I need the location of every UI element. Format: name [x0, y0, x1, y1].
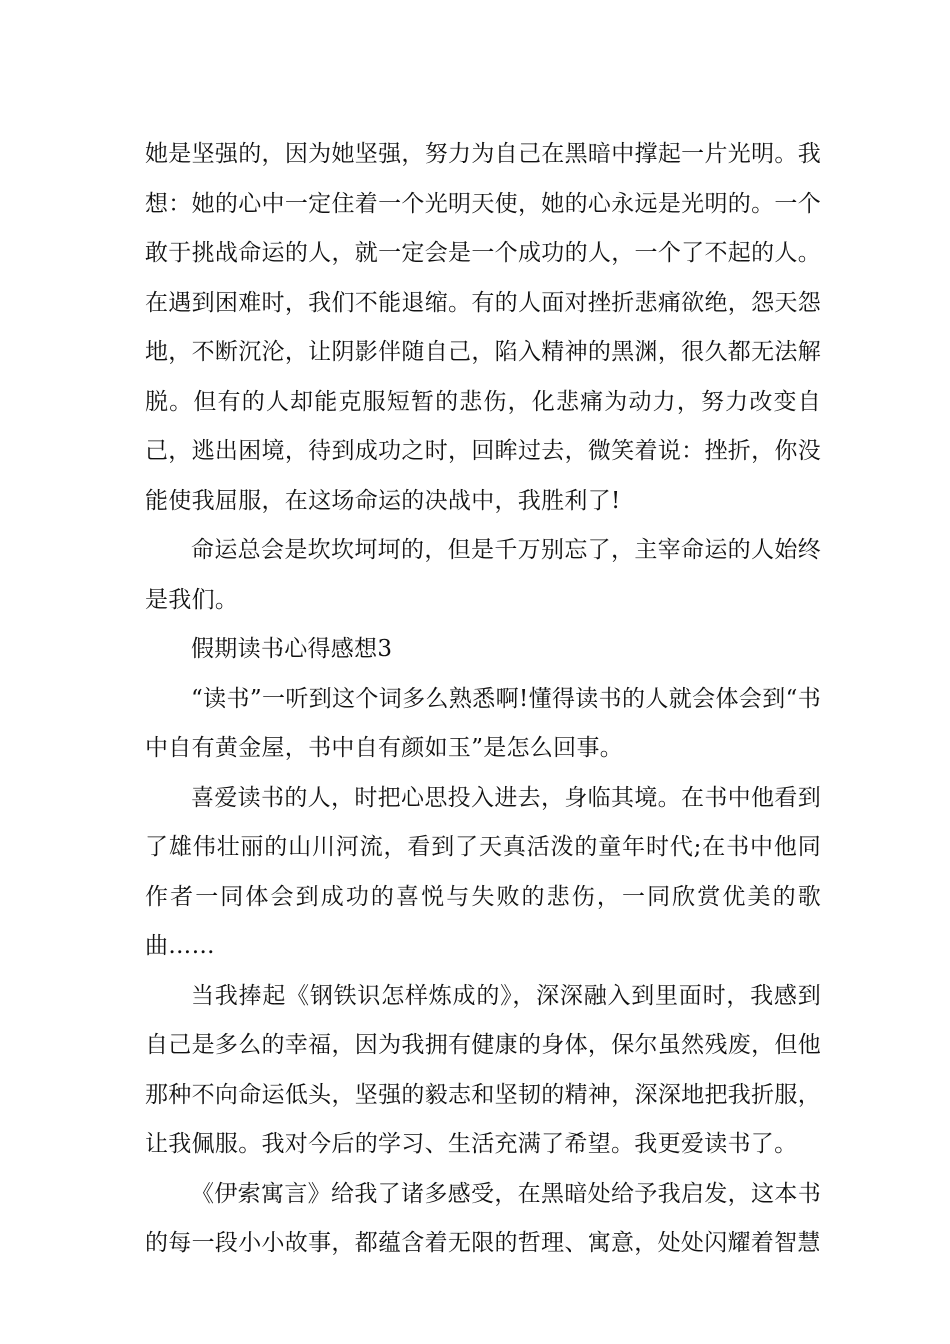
section-heading: 假期读书心得感想3: [191, 636, 393, 662]
paragraph-6: 《伊索寓言》给我了诸多感受，在黑暗处给予我启发，这本书的每一段小小故事，都蕴含着无限的哲理、寓意，处处闪耀着智慧: [145, 1180, 821, 1256]
paragraph-5: 当我捧起《钢铁识怎样炼成的》，深深融入到里面时，我感到自己是多么的幸福，因为我拥有健康的身体，保尔虽然残废，但他那种不向命运低头，坚强的毅志和坚韧的精神，深深地把我折服，让我佩服。我对今后的学习、生活充满了希望。我更爱读书了。: [145, 982, 821, 1157]
paragraph-2: 命运总会是坎坎坷坷的，但是千万别忘了，主宰命运的人始终是我们。: [145, 537, 821, 613]
paragraph-4: 喜爱读书的人，时把心思投入进去，身临其境。在书中他看到了雄伟壮丽的山川河流，看到了天真活泼的童年时代;在书中他同作者一同体会到成功的喜悦与失败的悲伤，一同欣赏优美的歌曲……: [145, 784, 821, 959]
document-body: [145, 130, 821, 1269]
paragraph-3: “读书”一听到这个词多么熟悉啊!懂得读书的人就会体会到“书中自有黄金屋，书中自有颜如玉”是怎么回事。: [145, 685, 821, 761]
paragraph-1: 她是坚强的，因为她坚强，努力为自己在黑暗中撑起一片光明。我想：她的心中一定住着一个光明天使，她的心永远是光明的。一个敢于挑战命运的人，就一定会是一个成功的人，一个了不起的人。在遇到困难时，我们不能退缩。有的人面对挫折悲痛欲绝，怨天怨地，不断沉沦，让阴影伴随自己，陷入精神的黑渊，很久都无法解脱。但有的人却能克服短暂的悲伤，化悲痛为动力，努力改变自己，逃出困境，待到成功之时，回眸过去，微笑着说：挫折，你没能使我屈服，在这场命运的决战中，我胜利了!: [145, 141, 821, 514]
